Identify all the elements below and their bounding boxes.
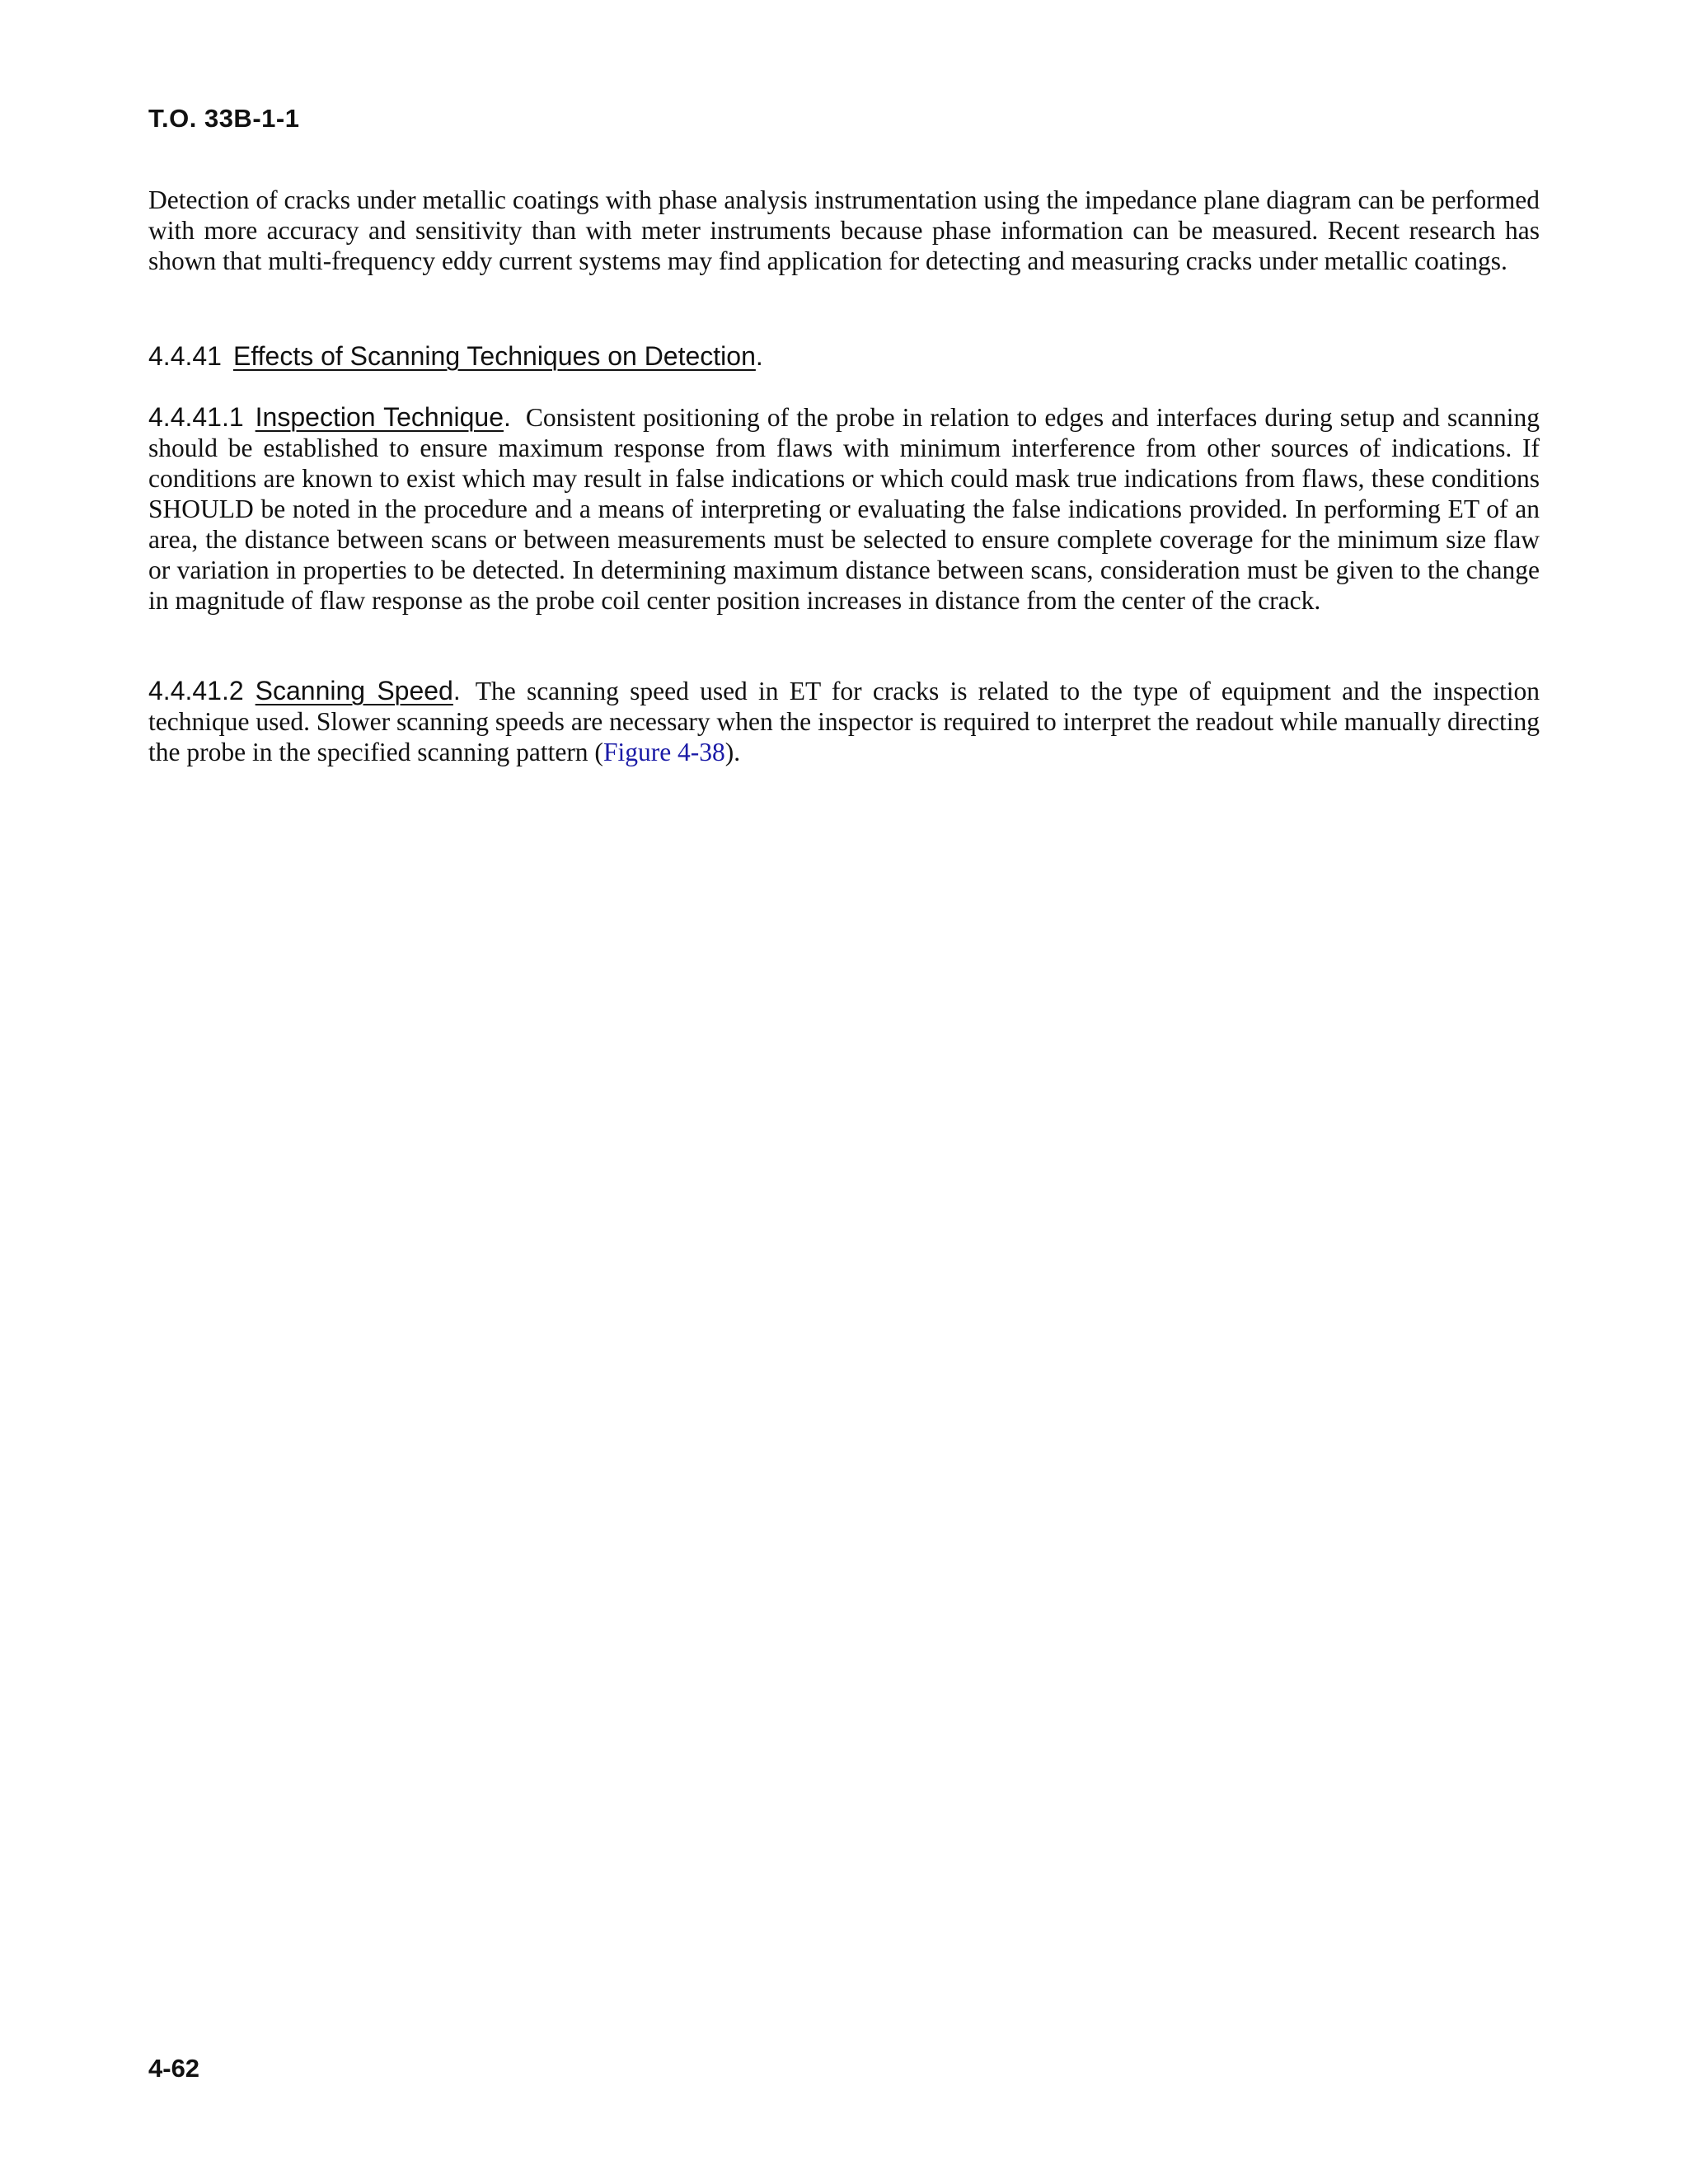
intro-paragraph: Detection of cracks under metallic coatings with phase analysis instrumentation using the impedance plane diagram can be performed with more accuracy and sensitivity than with meter instruments because phase information can be measured. Recent research has shown that multi-frequency eddy current systems may find application for detecting and measuring cracks under metallic coatings. xyxy=(148,185,1540,275)
subsection-number: 4.4.41.1 xyxy=(148,402,244,432)
section-number: 4.4.41 xyxy=(148,341,222,371)
subsection-number: 4.4.41.2 xyxy=(148,676,244,705)
section-title: Effects of Scanning Techniques on Detection xyxy=(232,341,756,371)
figure-4-38-link[interactable]: Figure 4-38 xyxy=(603,738,725,766)
document-id-header: T.O. 33B-1-1 xyxy=(148,104,300,133)
section-period: . xyxy=(755,341,763,371)
section-heading-4-4-41 xyxy=(148,341,1540,372)
subsection-text: Consistent positioning of the probe in relation to edges and interfaces during setup and scanning should be established to ensure maximum response from flaws with minimum interference from other sources of indications. If conditions are known to exist which may result in false indications or which could mask true indications from flaws, these conditions SHOULD be noted in the procedure and a means of interpreting or evaluating the false indications provided. In performing ET of an area, the distance between scans or between measurements must be selected to ensure complete coverage for the minimum size flaw or variation in properties to be detected. In determining maximum distance between scans, consideration must be given to the change in magnitude of flaw response as the probe coil center position increases in distance from the center of the crack. xyxy=(148,403,1540,615)
subsection-4-4-41-1 xyxy=(148,402,1540,616)
subsection-title: Inspection Technique xyxy=(255,402,504,432)
subsection-text-end: ). xyxy=(724,738,741,766)
document-page xyxy=(148,0,1540,2184)
subsection-4-4-41-2 xyxy=(148,676,1540,767)
subsection-text: The scanning speed used in ET for cracks is related to the type of equipment and the inspection technique used. Slower scanning speeds are necessary when the inspector is required to interpret the readout while manually directing the probe in the specified scanning pattern ( xyxy=(148,677,1540,766)
subsection-period: . xyxy=(504,402,511,432)
page-number: 4-62 xyxy=(148,2054,200,2083)
subsection-title: Scanning Speed xyxy=(255,676,453,705)
subsection-period: . xyxy=(452,676,461,705)
